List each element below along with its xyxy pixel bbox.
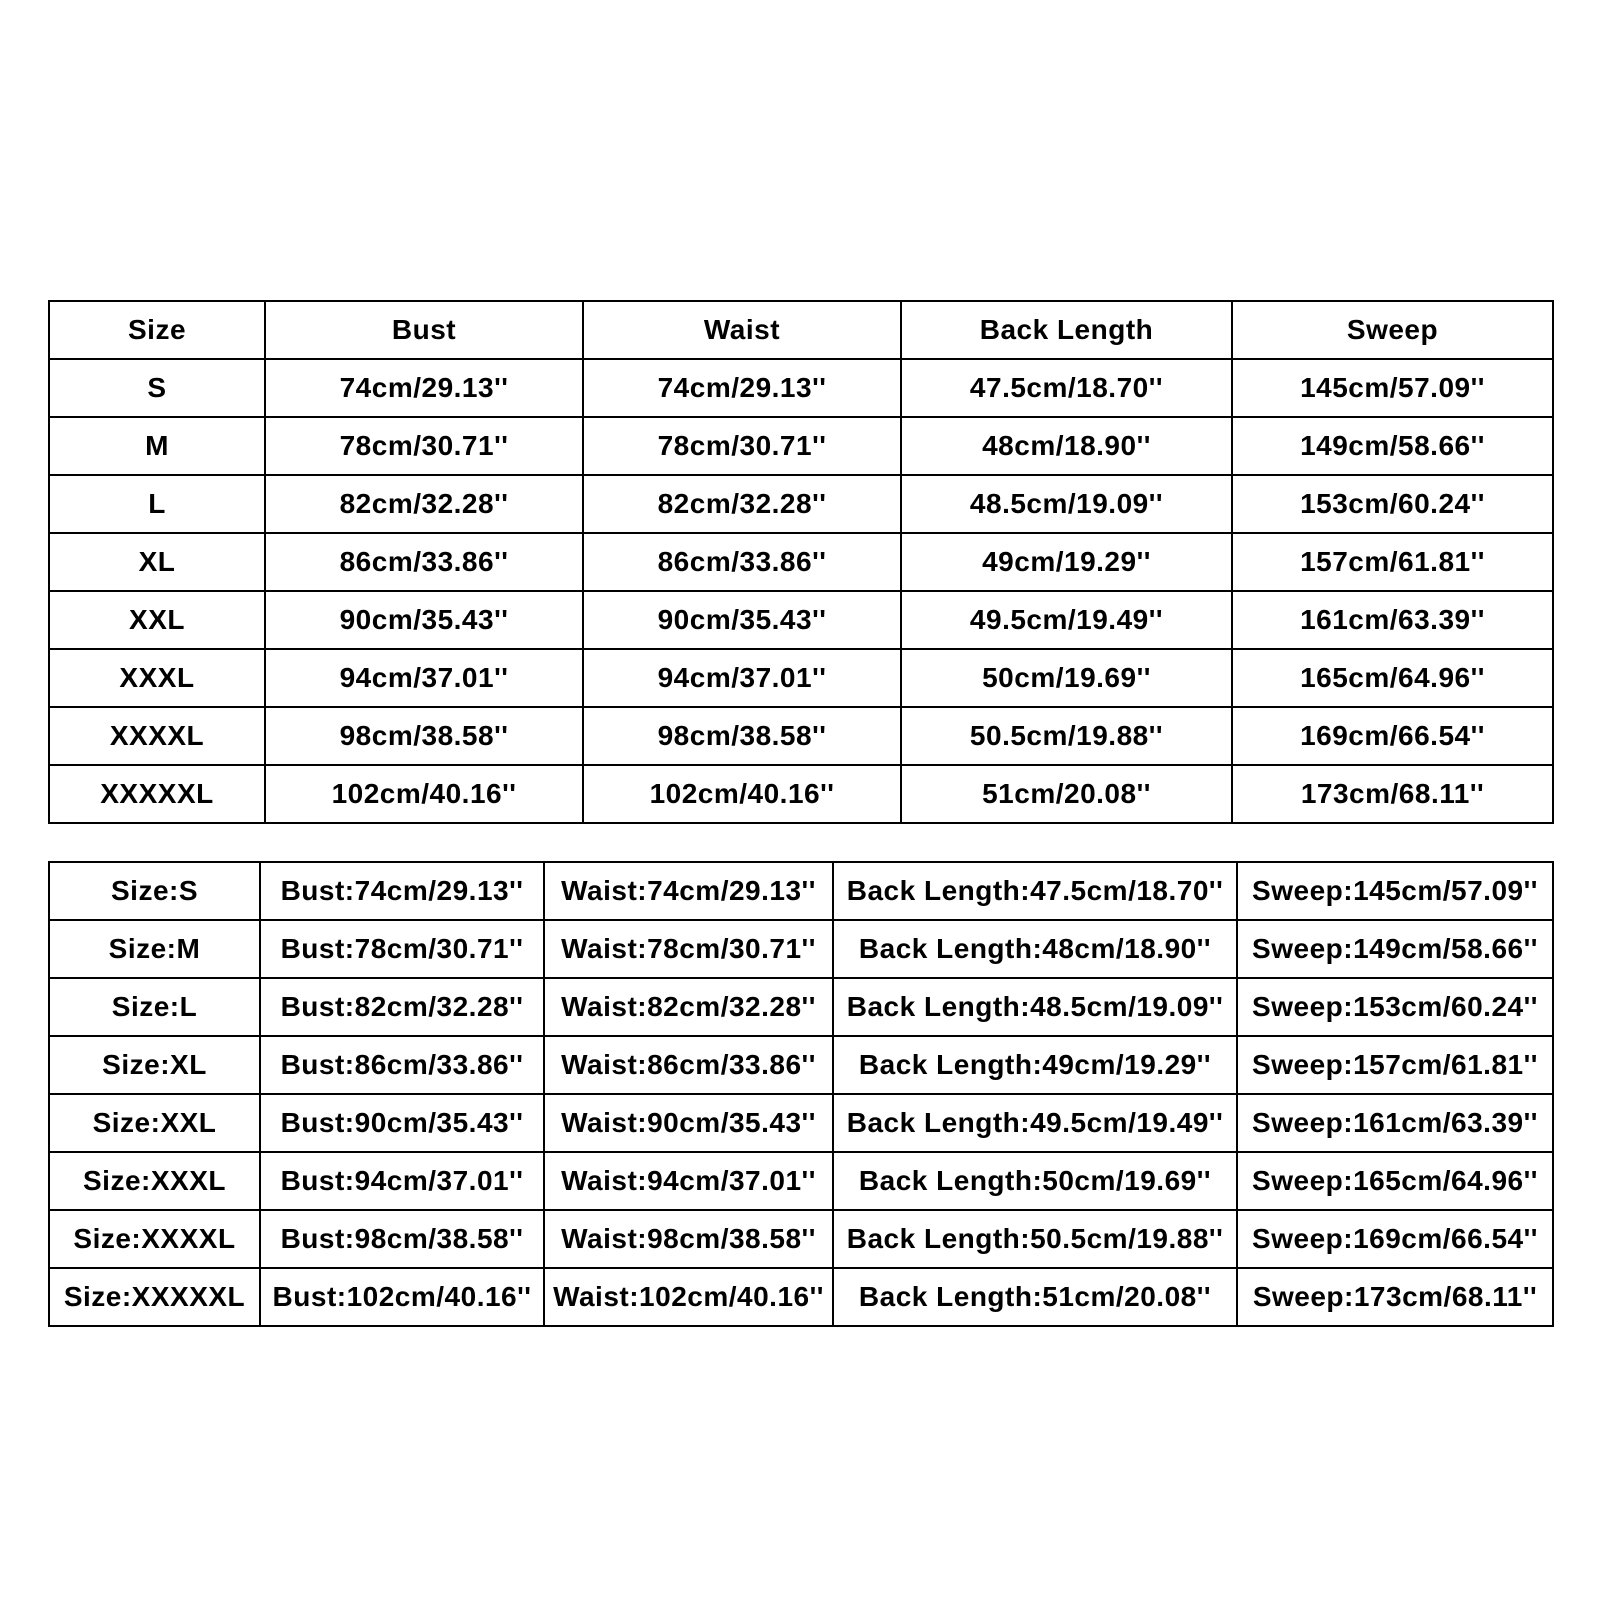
size-cell: Size:XXL — [49, 1094, 260, 1152]
waist-cell: 86cm/33.86'' — [583, 533, 901, 591]
bust-cell: Bust:74cm/29.13'' — [260, 862, 544, 920]
sweep-cell: 157cm/61.81'' — [1232, 533, 1553, 591]
sweep-cell: Sweep:149cm/58.66'' — [1237, 920, 1553, 978]
back-length-cell: 47.5cm/18.70'' — [901, 359, 1232, 417]
size-cell: Size:S — [49, 862, 260, 920]
bust-cell: Bust:78cm/30.71'' — [260, 920, 544, 978]
waist-cell: 82cm/32.28'' — [583, 475, 901, 533]
waist-cell: 102cm/40.16'' — [583, 765, 901, 823]
table-row — [49, 862, 1553, 920]
size-cell: S — [49, 359, 265, 417]
sweep-cell: Sweep:161cm/63.39'' — [1237, 1094, 1553, 1152]
size-cell: Size:XL — [49, 1036, 260, 1094]
table-row — [49, 359, 1553, 417]
table-row — [49, 765, 1553, 823]
back-length-cell: 48cm/18.90'' — [901, 417, 1232, 475]
size-cell: XXL — [49, 591, 265, 649]
size-cell: XXXXL — [49, 707, 265, 765]
table-row — [49, 475, 1553, 533]
size-cell: Size:XXXXL — [49, 1210, 260, 1268]
waist-cell: Waist:98cm/38.58'' — [544, 1210, 833, 1268]
size-cell: Size:L — [49, 978, 260, 1036]
header-size: Size — [49, 301, 265, 359]
waist-cell: Waist:74cm/29.13'' — [544, 862, 833, 920]
bust-cell: 94cm/37.01'' — [265, 649, 583, 707]
size-cell: Size:XXXL — [49, 1152, 260, 1210]
table-row — [49, 533, 1553, 591]
sweep-cell: 145cm/57.09'' — [1232, 359, 1553, 417]
bust-cell: 98cm/38.58'' — [265, 707, 583, 765]
back-length-cell: Back Length:48cm/18.90'' — [833, 920, 1237, 978]
table-header-row — [49, 301, 1553, 359]
size-cell: Size:XXXXXL — [49, 1268, 260, 1326]
sweep-cell: Sweep:165cm/64.96'' — [1237, 1152, 1553, 1210]
table-row — [49, 978, 1553, 1036]
sweep-cell: 173cm/68.11'' — [1232, 765, 1553, 823]
bust-cell: 82cm/32.28'' — [265, 475, 583, 533]
table-row — [49, 707, 1553, 765]
sweep-cell: 149cm/58.66'' — [1232, 417, 1553, 475]
table-row — [49, 649, 1553, 707]
bust-cell: 90cm/35.43'' — [265, 591, 583, 649]
bust-cell: 78cm/30.71'' — [265, 417, 583, 475]
waist-cell: 98cm/38.58'' — [583, 707, 901, 765]
table-row — [49, 1036, 1553, 1094]
size-cell: XXXL — [49, 649, 265, 707]
waist-cell: Waist:94cm/37.01'' — [544, 1152, 833, 1210]
waist-cell: Waist:82cm/32.28'' — [544, 978, 833, 1036]
waist-cell: Waist:78cm/30.71'' — [544, 920, 833, 978]
table-row — [49, 1152, 1553, 1210]
waist-cell: 74cm/29.13'' — [583, 359, 901, 417]
back-length-cell: 51cm/20.08'' — [901, 765, 1232, 823]
back-length-cell: Back Length:50cm/19.69'' — [833, 1152, 1237, 1210]
waist-cell: Waist:102cm/40.16'' — [544, 1268, 833, 1326]
back-length-cell: Back Length:48.5cm/19.09'' — [833, 978, 1237, 1036]
back-length-cell: Back Length:49.5cm/19.49'' — [833, 1094, 1237, 1152]
bust-cell: Bust:98cm/38.58'' — [260, 1210, 544, 1268]
bust-cell: Bust:94cm/37.01'' — [260, 1152, 544, 1210]
size-chart-table-columns — [48, 300, 1554, 824]
size-chart-table-labeled — [48, 861, 1554, 1327]
bust-cell: Bust:102cm/40.16'' — [260, 1268, 544, 1326]
back-length-cell: Back Length:50.5cm/19.88'' — [833, 1210, 1237, 1268]
back-length-cell: Back Length:47.5cm/18.70'' — [833, 862, 1237, 920]
back-length-cell: Back Length:51cm/20.08'' — [833, 1268, 1237, 1326]
size-cell: M — [49, 417, 265, 475]
waist-cell: 78cm/30.71'' — [583, 417, 901, 475]
back-length-cell: Back Length:49cm/19.29'' — [833, 1036, 1237, 1094]
back-length-cell: 49cm/19.29'' — [901, 533, 1232, 591]
table-row — [49, 417, 1553, 475]
size-cell: Size:M — [49, 920, 260, 978]
table-row — [49, 1210, 1553, 1268]
sweep-cell: Sweep:157cm/61.81'' — [1237, 1036, 1553, 1094]
bust-cell: 102cm/40.16'' — [265, 765, 583, 823]
bust-cell: 86cm/33.86'' — [265, 533, 583, 591]
header-back-length: Back Length — [901, 301, 1232, 359]
back-length-cell: 50.5cm/19.88'' — [901, 707, 1232, 765]
bust-cell: Bust:86cm/33.86'' — [260, 1036, 544, 1094]
header-bust: Bust — [265, 301, 583, 359]
header-waist: Waist — [583, 301, 901, 359]
table-row — [49, 1094, 1553, 1152]
sweep-cell: 161cm/63.39'' — [1232, 591, 1553, 649]
back-length-cell: 50cm/19.69'' — [901, 649, 1232, 707]
bust-cell: Bust:82cm/32.28'' — [260, 978, 544, 1036]
table-row — [49, 1268, 1553, 1326]
sweep-cell: Sweep:145cm/57.09'' — [1237, 862, 1553, 920]
waist-cell: 94cm/37.01'' — [583, 649, 901, 707]
size-cell: L — [49, 475, 265, 533]
sweep-cell: Sweep:169cm/66.54'' — [1237, 1210, 1553, 1268]
table-row — [49, 591, 1553, 649]
size-cell: XXXXXL — [49, 765, 265, 823]
back-length-cell: 49.5cm/19.49'' — [901, 591, 1232, 649]
waist-cell: Waist:90cm/35.43'' — [544, 1094, 833, 1152]
sweep-cell: 165cm/64.96'' — [1232, 649, 1553, 707]
sweep-cell: 153cm/60.24'' — [1232, 475, 1553, 533]
size-cell: XL — [49, 533, 265, 591]
sweep-cell: Sweep:153cm/60.24'' — [1237, 978, 1553, 1036]
waist-cell: 90cm/35.43'' — [583, 591, 901, 649]
bust-cell: Bust:90cm/35.43'' — [260, 1094, 544, 1152]
back-length-cell: 48.5cm/19.09'' — [901, 475, 1232, 533]
sweep-cell: Sweep:173cm/68.11'' — [1237, 1268, 1553, 1326]
header-sweep: Sweep — [1232, 301, 1553, 359]
bust-cell: 74cm/29.13'' — [265, 359, 583, 417]
waist-cell: Waist:86cm/33.86'' — [544, 1036, 833, 1094]
sweep-cell: 169cm/66.54'' — [1232, 707, 1553, 765]
table-row — [49, 920, 1553, 978]
